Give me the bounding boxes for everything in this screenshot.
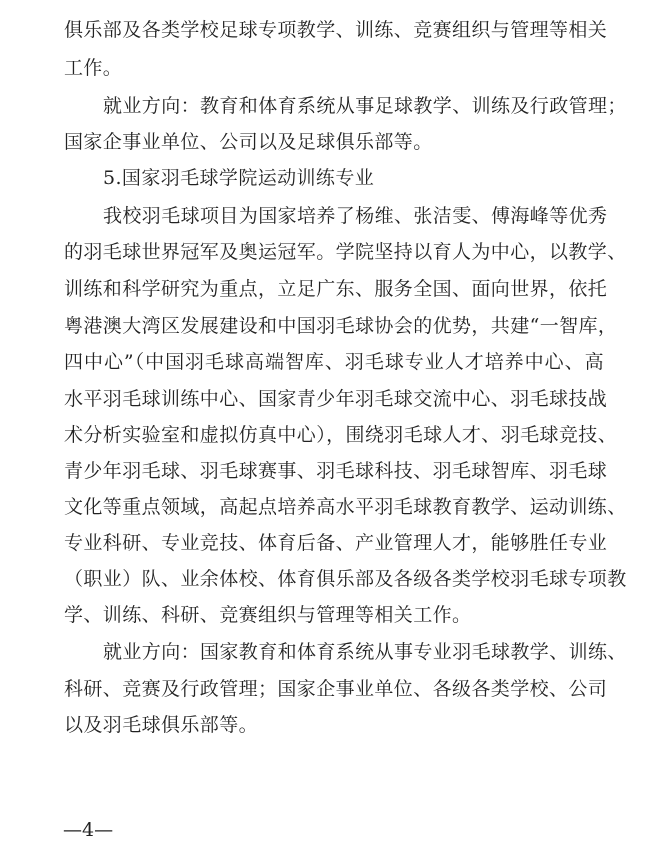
- text-line: 就业方向：教育和体育系统从事足球教学、训练及行政管理；: [103, 95, 627, 117]
- text-line: 水平羽毛球训练中心、国家青少年羽毛球交流中心、羽毛球技战: [64, 388, 608, 410]
- text-line: 专业科研、专业竞技、体育后备、产业管理人才，能够胜任专业: [64, 532, 608, 554]
- text-line: 青少年羽毛球、羽毛球赛事、羽毛球科技、羽毛球智库、羽毛球: [64, 460, 608, 482]
- text-line: 学、训练、科研、竞赛组织与管理等相关工作。: [64, 604, 472, 626]
- text-line: 训练和科学研究为重点，立足广东、服务全国、面向世界，依托: [64, 278, 608, 300]
- section-heading: 5.国家羽毛球学院运动训练专业: [103, 167, 375, 189]
- text-line: 以及羽毛球俱乐部等。: [64, 714, 259, 736]
- text-line: 就业方向：国家教育和体育系统从事专业羽毛球教学、训练、: [103, 641, 627, 663]
- text-line: 粤港澳大湾区发展建设和中国羽毛球协会的优势，共建“一智库，: [64, 315, 618, 337]
- page-number: —4—: [63, 819, 114, 841]
- text-line: 我校羽毛球项目为国家培养了杨维、张洁雯、傅海峰等优秀: [103, 205, 608, 227]
- text-line: 俱乐部及各类学校足球专项教学、训练、竞赛组织与管理等相关: [64, 19, 608, 41]
- text-line: 四中心”（中国羽毛球高端智库、羽毛球专业人才培养中心、高: [64, 351, 604, 373]
- text-line: 的羽毛球世界冠军及奥运冠军。学院坚持以育人为中心，以教学、: [64, 241, 627, 263]
- text-line: 文化等重点领域，高起点培养高水平羽毛球教育教学、运动训练、: [64, 496, 627, 518]
- text-line: 工作。: [64, 57, 123, 79]
- text-line: （职业）队、业余体校、体育俱乐部及各级各类学校羽毛球专项教: [64, 568, 627, 590]
- text-line: 科研、竞赛及行政管理；国家企事业单位、各级各类学校、公司: [64, 678, 608, 700]
- text-line: 术分析实验室和虚拟仿真中心），围绕羽毛球人才、羽毛球竞技、: [64, 424, 618, 446]
- text-line: 国家企事业单位、公司以及足球俱乐部等。: [64, 131, 433, 153]
